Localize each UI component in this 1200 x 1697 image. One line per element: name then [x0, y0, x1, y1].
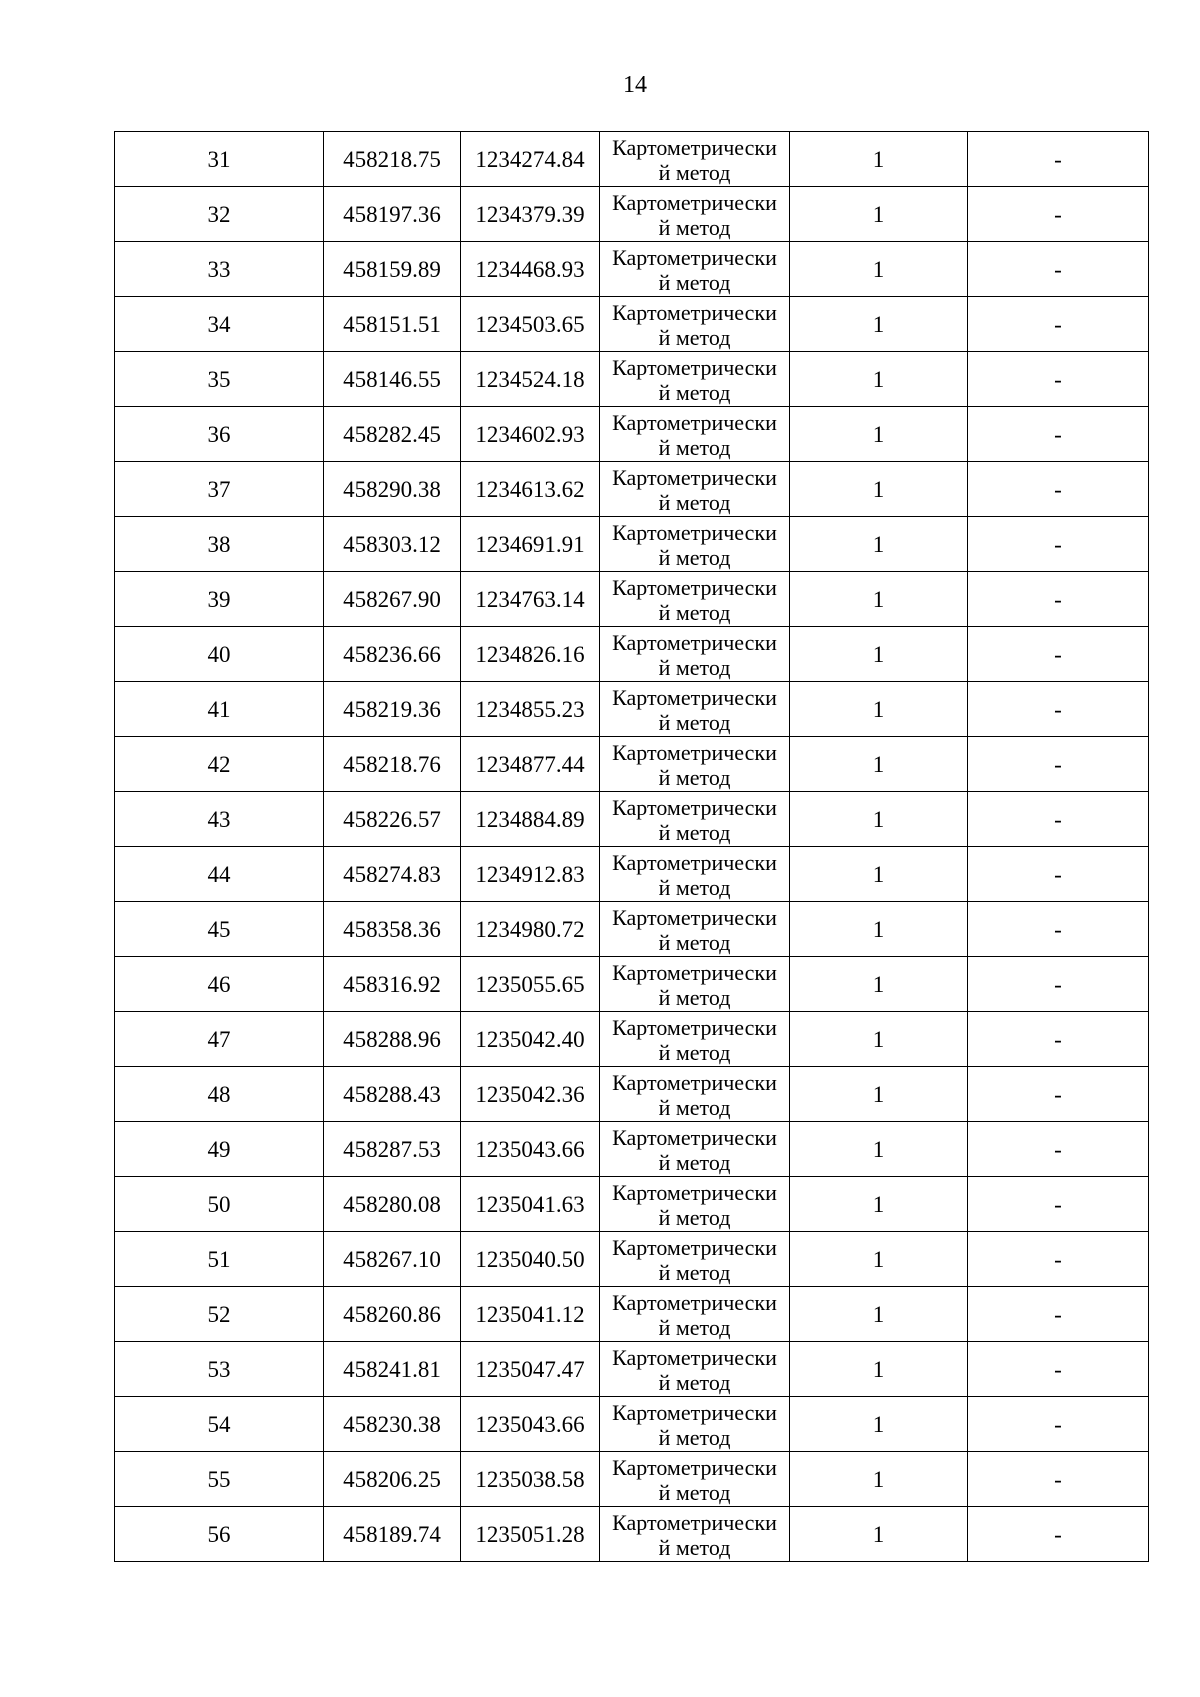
note-cell: -: [968, 352, 1149, 407]
note-cell: -: [968, 1067, 1149, 1122]
note-cell: -: [968, 1397, 1149, 1452]
coordinates-table: [114, 131, 1149, 1562]
x-coordinate-cell: 458197.36: [324, 187, 461, 242]
table-row: [115, 1452, 1149, 1507]
point-number-cell: 47: [115, 1012, 324, 1067]
point-number-cell: 39: [115, 572, 324, 627]
method-cell: Картометрически й метод: [600, 1452, 790, 1507]
accuracy-cell: 1: [790, 957, 968, 1012]
x-coordinate-cell: 458267.90: [324, 572, 461, 627]
method-cell: Картометрически й метод: [600, 407, 790, 462]
accuracy-cell: 1: [790, 187, 968, 242]
y-coordinate-cell: 1235040.50: [461, 1232, 600, 1287]
method-cell: Картометрически й метод: [600, 792, 790, 847]
note-cell: -: [968, 132, 1149, 187]
y-coordinate-cell: 1234274.84: [461, 132, 600, 187]
x-coordinate-cell: 458226.57: [324, 792, 461, 847]
method-cell: Картометрически й метод: [600, 1287, 790, 1342]
table-row: [115, 297, 1149, 352]
x-coordinate-cell: 458241.81: [324, 1342, 461, 1397]
table-row: [115, 1232, 1149, 1287]
method-cell: Картометрически й метод: [600, 517, 790, 572]
accuracy-cell: 1: [790, 572, 968, 627]
point-number-cell: 34: [115, 297, 324, 352]
method-cell: Картометрически й метод: [600, 902, 790, 957]
table-row: [115, 1507, 1149, 1562]
point-number-cell: 35: [115, 352, 324, 407]
note-cell: -: [968, 792, 1149, 847]
note-cell: -: [968, 462, 1149, 517]
accuracy-cell: 1: [790, 1232, 968, 1287]
accuracy-cell: 1: [790, 297, 968, 352]
table-row: [115, 682, 1149, 737]
table-row: [115, 407, 1149, 462]
table-row: [115, 572, 1149, 627]
accuracy-cell: 1: [790, 462, 968, 517]
x-coordinate-cell: 458219.36: [324, 682, 461, 737]
method-cell: Картометрически й метод: [600, 297, 790, 352]
table-row: [115, 1397, 1149, 1452]
page-number: 14: [623, 72, 647, 98]
y-coordinate-cell: 1235041.12: [461, 1287, 600, 1342]
y-coordinate-cell: 1235042.40: [461, 1012, 600, 1067]
y-coordinate-cell: 1235043.66: [461, 1122, 600, 1177]
table-row: [115, 517, 1149, 572]
table-row: [115, 187, 1149, 242]
x-coordinate-cell: 458274.83: [324, 847, 461, 902]
table-row: [115, 957, 1149, 1012]
point-number-cell: 48: [115, 1067, 324, 1122]
x-coordinate-cell: 458159.89: [324, 242, 461, 297]
point-number-cell: 36: [115, 407, 324, 462]
method-cell: Картометрически й метод: [600, 737, 790, 792]
point-number-cell: 31: [115, 132, 324, 187]
y-coordinate-cell: 1234691.91: [461, 517, 600, 572]
point-number-cell: 54: [115, 1397, 324, 1452]
note-cell: -: [968, 1012, 1149, 1067]
accuracy-cell: 1: [790, 1397, 968, 1452]
note-cell: -: [968, 682, 1149, 737]
note-cell: -: [968, 1177, 1149, 1232]
note-cell: -: [968, 1452, 1149, 1507]
method-cell: Картометрически й метод: [600, 1012, 790, 1067]
method-cell: Картометрически й метод: [600, 847, 790, 902]
x-coordinate-cell: 458236.66: [324, 627, 461, 682]
table-row: [115, 242, 1149, 297]
point-number-cell: 49: [115, 1122, 324, 1177]
y-coordinate-cell: 1235047.47: [461, 1342, 600, 1397]
table-row: [115, 1287, 1149, 1342]
table-row: [115, 902, 1149, 957]
table-row: [115, 627, 1149, 682]
y-coordinate-cell: 1235041.63: [461, 1177, 600, 1232]
accuracy-cell: 1: [790, 242, 968, 297]
accuracy-cell: 1: [790, 902, 968, 957]
table-row: [115, 1067, 1149, 1122]
note-cell: -: [968, 407, 1149, 462]
point-number-cell: 32: [115, 187, 324, 242]
accuracy-cell: 1: [790, 1012, 968, 1067]
point-number-cell: 56: [115, 1507, 324, 1562]
y-coordinate-cell: 1234912.83: [461, 847, 600, 902]
x-coordinate-cell: 458146.55: [324, 352, 461, 407]
table-row: [115, 1122, 1149, 1177]
y-coordinate-cell: 1234884.89: [461, 792, 600, 847]
note-cell: -: [968, 957, 1149, 1012]
x-coordinate-cell: 458288.96: [324, 1012, 461, 1067]
method-cell: Картометрически й метод: [600, 462, 790, 517]
note-cell: -: [968, 737, 1149, 792]
note-cell: -: [968, 1342, 1149, 1397]
x-coordinate-cell: 458280.08: [324, 1177, 461, 1232]
point-number-cell: 40: [115, 627, 324, 682]
accuracy-cell: 1: [790, 1507, 968, 1562]
coordinates-table-body: [115, 132, 1149, 1562]
method-cell: Картометрически й метод: [600, 1507, 790, 1562]
method-cell: Картометрически й метод: [600, 352, 790, 407]
point-number-cell: 51: [115, 1232, 324, 1287]
point-number-cell: 45: [115, 902, 324, 957]
y-coordinate-cell: 1234503.65: [461, 297, 600, 352]
y-coordinate-cell: 1235055.65: [461, 957, 600, 1012]
method-cell: Картометрически й метод: [600, 1342, 790, 1397]
method-cell: Картометрически й метод: [600, 1232, 790, 1287]
accuracy-cell: 1: [790, 517, 968, 572]
accuracy-cell: 1: [790, 132, 968, 187]
x-coordinate-cell: 458290.38: [324, 462, 461, 517]
x-coordinate-cell: 458230.38: [324, 1397, 461, 1452]
y-coordinate-cell: 1234980.72: [461, 902, 600, 957]
y-coordinate-cell: 1234877.44: [461, 737, 600, 792]
table-row: [115, 792, 1149, 847]
y-coordinate-cell: 1234855.23: [461, 682, 600, 737]
method-cell: Картометрически й метод: [600, 242, 790, 297]
table-row: [115, 1342, 1149, 1397]
y-coordinate-cell: 1235043.66: [461, 1397, 600, 1452]
x-coordinate-cell: 458267.10: [324, 1232, 461, 1287]
y-coordinate-cell: 1234379.39: [461, 187, 600, 242]
y-coordinate-cell: 1234763.14: [461, 572, 600, 627]
method-cell: Картометрически й метод: [600, 627, 790, 682]
point-number-cell: 41: [115, 682, 324, 737]
note-cell: -: [968, 627, 1149, 682]
x-coordinate-cell: 458358.36: [324, 902, 461, 957]
accuracy-cell: 1: [790, 792, 968, 847]
x-coordinate-cell: 458206.25: [324, 1452, 461, 1507]
note-cell: -: [968, 517, 1149, 572]
accuracy-cell: 1: [790, 1067, 968, 1122]
y-coordinate-cell: 1234524.18: [461, 352, 600, 407]
note-cell: -: [968, 572, 1149, 627]
accuracy-cell: 1: [790, 847, 968, 902]
point-number-cell: 46: [115, 957, 324, 1012]
accuracy-cell: 1: [790, 1452, 968, 1507]
y-coordinate-cell: 1234826.16: [461, 627, 600, 682]
point-number-cell: 43: [115, 792, 324, 847]
y-coordinate-cell: 1234602.93: [461, 407, 600, 462]
y-coordinate-cell: 1235042.36: [461, 1067, 600, 1122]
point-number-cell: 55: [115, 1452, 324, 1507]
point-number-cell: 52: [115, 1287, 324, 1342]
x-coordinate-cell: 458260.86: [324, 1287, 461, 1342]
point-number-cell: 50: [115, 1177, 324, 1232]
method-cell: Картометрически й метод: [600, 1177, 790, 1232]
note-cell: -: [968, 902, 1149, 957]
note-cell: -: [968, 1122, 1149, 1177]
table-row: [115, 737, 1149, 792]
table-row: [115, 462, 1149, 517]
y-coordinate-cell: 1235051.28: [461, 1507, 600, 1562]
x-coordinate-cell: 458287.53: [324, 1122, 461, 1177]
note-cell: -: [968, 847, 1149, 902]
method-cell: Картометрически й метод: [600, 1122, 790, 1177]
table-row: [115, 1012, 1149, 1067]
y-coordinate-cell: 1234468.93: [461, 242, 600, 297]
method-cell: Картометрически й метод: [600, 682, 790, 737]
note-cell: -: [968, 297, 1149, 352]
note-cell: -: [968, 1232, 1149, 1287]
accuracy-cell: 1: [790, 1177, 968, 1232]
table-row: [115, 1177, 1149, 1232]
x-coordinate-cell: 458189.74: [324, 1507, 461, 1562]
point-number-cell: 44: [115, 847, 324, 902]
note-cell: -: [968, 242, 1149, 297]
x-coordinate-cell: 458151.51: [324, 297, 461, 352]
point-number-cell: 33: [115, 242, 324, 297]
x-coordinate-cell: 458282.45: [324, 407, 461, 462]
point-number-cell: 37: [115, 462, 324, 517]
accuracy-cell: 1: [790, 1287, 968, 1342]
accuracy-cell: 1: [790, 737, 968, 792]
table-row: [115, 132, 1149, 187]
method-cell: Картометрически й метод: [600, 1397, 790, 1452]
method-cell: Картометрически й метод: [600, 957, 790, 1012]
y-coordinate-cell: 1234613.62: [461, 462, 600, 517]
accuracy-cell: 1: [790, 627, 968, 682]
note-cell: -: [968, 1287, 1149, 1342]
x-coordinate-cell: 458218.76: [324, 737, 461, 792]
note-cell: -: [968, 187, 1149, 242]
x-coordinate-cell: 458288.43: [324, 1067, 461, 1122]
point-number-cell: 42: [115, 737, 324, 792]
accuracy-cell: 1: [790, 407, 968, 462]
point-number-cell: 53: [115, 1342, 324, 1397]
point-number-cell: 38: [115, 517, 324, 572]
method-cell: Картометрически й метод: [600, 132, 790, 187]
accuracy-cell: 1: [790, 1122, 968, 1177]
table-row: [115, 352, 1149, 407]
x-coordinate-cell: 458303.12: [324, 517, 461, 572]
accuracy-cell: 1: [790, 1342, 968, 1397]
accuracy-cell: 1: [790, 682, 968, 737]
note-cell: -: [968, 1507, 1149, 1562]
method-cell: Картометрически й метод: [600, 187, 790, 242]
accuracy-cell: 1: [790, 352, 968, 407]
method-cell: Картометрически й метод: [600, 1067, 790, 1122]
x-coordinate-cell: 458316.92: [324, 957, 461, 1012]
table-row: [115, 847, 1149, 902]
x-coordinate-cell: 458218.75: [324, 132, 461, 187]
y-coordinate-cell: 1235038.58: [461, 1452, 600, 1507]
method-cell: Картометрически й метод: [600, 572, 790, 627]
